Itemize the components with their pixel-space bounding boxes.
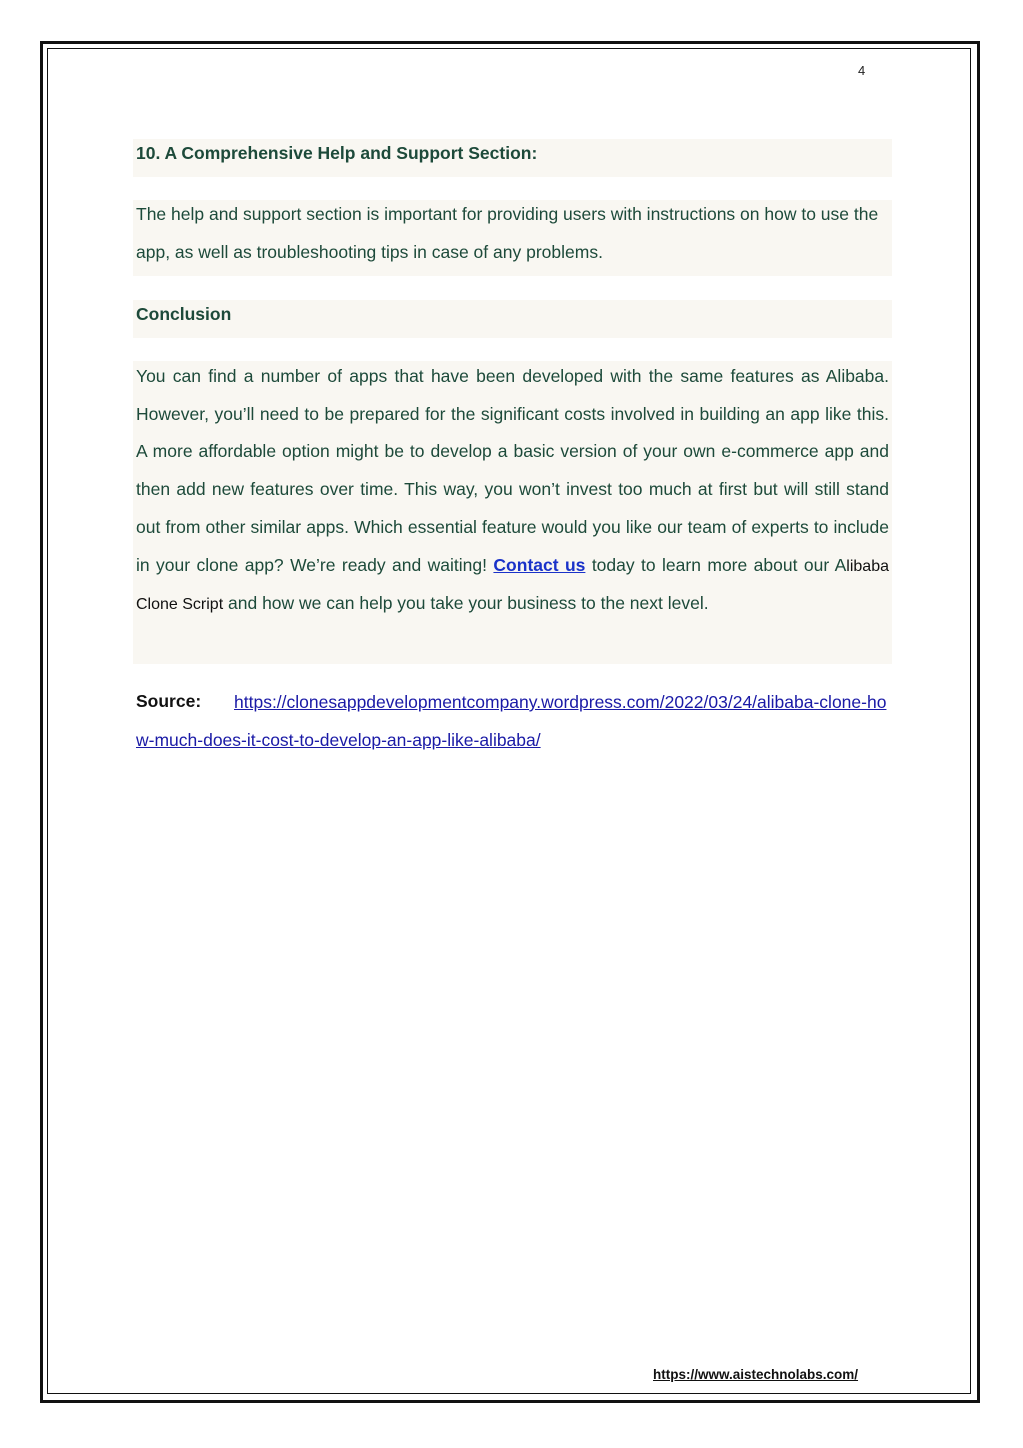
- source-label: Source:: [136, 691, 202, 711]
- section10-heading: 10. A Comprehensive Help and Support Section:: [136, 143, 538, 163]
- conclusion-text-3: and how we can help you take your business to the next level.: [223, 593, 709, 614]
- source-link[interactable]: https://clonesappdevelopmentcompany.wordpress.com/2022/03/24/alibaba-clone-how-much-does-it-cost-to-develop-an-app-like-alibaba/: [136, 692, 887, 750]
- page-number: 4: [858, 63, 866, 78]
- section10-body: The help and support section is important for providing users with instructions on how to use the app, as well as troubleshooting tips in case of any problems.: [136, 204, 879, 262]
- conclusion-text-2: today to learn more about our A: [585, 554, 847, 575]
- conclusion-body: [136, 358, 889, 624]
- contact-us-link[interactable]: Contact us: [493, 554, 586, 575]
- clone-script-name: libaba Clone Script: [136, 557, 889, 614]
- footer-website-link[interactable]: https://www.aistechnolabs.com/: [653, 1367, 859, 1382]
- conclusion-heading-shade: [133, 300, 892, 338]
- conclusion-heading: Conclusion: [136, 304, 232, 324]
- conclusion-text-1: You can find a number of apps that have been developed with the same features as Alibaba. However, you’ll need to be prepared for the significant costs involved in building an app like this. A more affordable option might be to develop a basic version of your own e-commerce app and then add new features over time. This way, you won’t invest too much at first but will still stand out from other similar apps. Which essential feature would you like our team of experts to include in your clone app? We’re ready and waiting!: [136, 366, 889, 575]
